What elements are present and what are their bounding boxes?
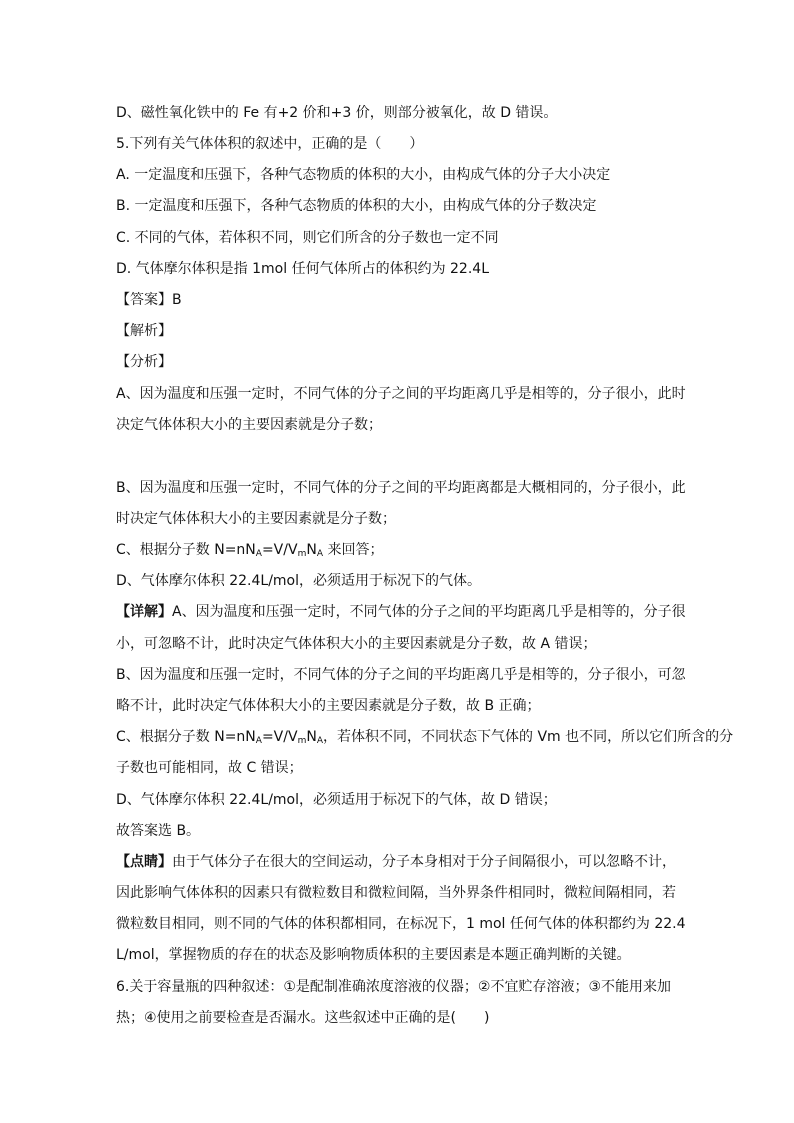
detail-line xyxy=(116,602,686,622)
text-line: L/mol，掌握物质的存在的状态及影响物质体积的主要因素是本题正确判断的关键。 xyxy=(116,947,631,963)
subscript: A xyxy=(316,736,323,746)
option-c: C. 不同的气体，若体积不同，则它们所含的分子数也一定不同 xyxy=(116,230,499,246)
answer-line: 【答案】B xyxy=(116,292,182,308)
text-line: 决定气体体积大小的主要因素就是分子数； xyxy=(116,417,382,433)
subscript: m xyxy=(297,736,307,746)
text-segment: C、根据分子数 N=nN xyxy=(116,729,256,745)
subscript: A xyxy=(255,549,262,559)
option-a: A. 一定温度和压强下，各种气态物质的体积的大小，由构成气体的分子大小决定 xyxy=(116,167,611,183)
subscript: m xyxy=(297,549,307,559)
text-segment: =V/V xyxy=(261,542,298,558)
subscript: A xyxy=(316,549,323,559)
text-line: 因此影响气体体积的因素只有微粒数目和微粒间隔，当外界条件相同时，微粒间隔相同，若 xyxy=(116,885,676,901)
text-line: D、气体摩尔体积 22.4L/mol，必须适用于标况下的气体，故 D 错误； xyxy=(116,792,557,808)
text-line: D、气体摩尔体积 22.4L/mol，必须适用于标况下的气体。 xyxy=(116,573,482,589)
formula-line xyxy=(116,727,734,751)
text-segment: N xyxy=(306,729,317,745)
analysis-subheading: 【分析】 xyxy=(116,354,172,370)
text-line: A、因为温度和压强一定时，不同气体的分子之间的平均距离几乎是相等的，分子很小，此时 xyxy=(116,386,686,402)
subscript: A xyxy=(255,736,262,746)
text-line: 时决定气体体积大小的主要因素就是分子数； xyxy=(116,511,396,527)
text-segment: ，若体积不同，不同状态下气体的 Vm 也不同，所以它们所含的分 xyxy=(323,729,734,745)
formula-line xyxy=(116,540,686,564)
text-line: 略不计，此时决定气体体积大小的主要因素就是分子数，故 B 正确； xyxy=(116,698,541,714)
question-5-stem: 5.下列有关气体体积的叙述中，正确的是（ ） xyxy=(116,136,424,152)
text-segment: C、根据分子数 N=nN xyxy=(116,542,256,558)
text-line: 微粒数目相同，则不同的气体的体积都相同，在标况下，1 mol 任何气体的体积都约为 22.4 xyxy=(116,916,686,932)
option-d: D. 气体摩尔体积是指 1mol 任何气体所占的体积约为 22.4L xyxy=(116,261,490,277)
tips-heading: 【点睛】 xyxy=(116,854,172,870)
text-segment: =V/V xyxy=(261,729,298,745)
text-line: B、因为温度和压强一定时，不同气体的分子之间的平均距离都是大概相同的，分子很小，此 xyxy=(116,480,686,496)
text-line: 小，可忽略不计，此时决定气体体积大小的主要因素就是分子数，故 A 错误； xyxy=(116,636,597,652)
analysis-heading: 【解析】 xyxy=(116,323,172,339)
text-line: D、磁性氧化铁中的 Fe 有+2 价和+3 价，则部分被氧化，故 D 错误。 xyxy=(116,105,558,121)
text-segment: 由于气体分子在很大的空间运动，分子本身相对于分子间隔很小，可以忽略不计， xyxy=(172,854,676,870)
text-line: B、因为温度和压强一定时，不同气体的分子之间的平均距离几乎是相等的，分子很小，可忽 xyxy=(116,667,686,683)
text-line: 热；④使用之前要检查是否漏水。这些叙述中正确的是( ) xyxy=(116,1010,490,1026)
text-segment: 来回答； xyxy=(323,542,384,558)
detail-heading: 【详解】 xyxy=(116,604,172,620)
option-b: B. 一定温度和压强下，各种气态物质的体积的大小，由构成气体的分子数决定 xyxy=(116,198,597,214)
text-line: 子数也可能相同，故 C 错误； xyxy=(116,760,303,776)
text-line: 故答案选 B。 xyxy=(116,823,201,839)
question-6-stem: 6.关于容量瓶的四种叙述：①是配制准确浓度溶液的仪器；②不宜贮存溶液；③不能用来加 xyxy=(116,979,672,995)
text-segment: N xyxy=(306,542,317,558)
text-segment: A、因为温度和压强一定时，不同气体的分子之间的平均距离几乎是相等的，分子很 xyxy=(172,604,686,620)
tips-line xyxy=(116,852,686,872)
